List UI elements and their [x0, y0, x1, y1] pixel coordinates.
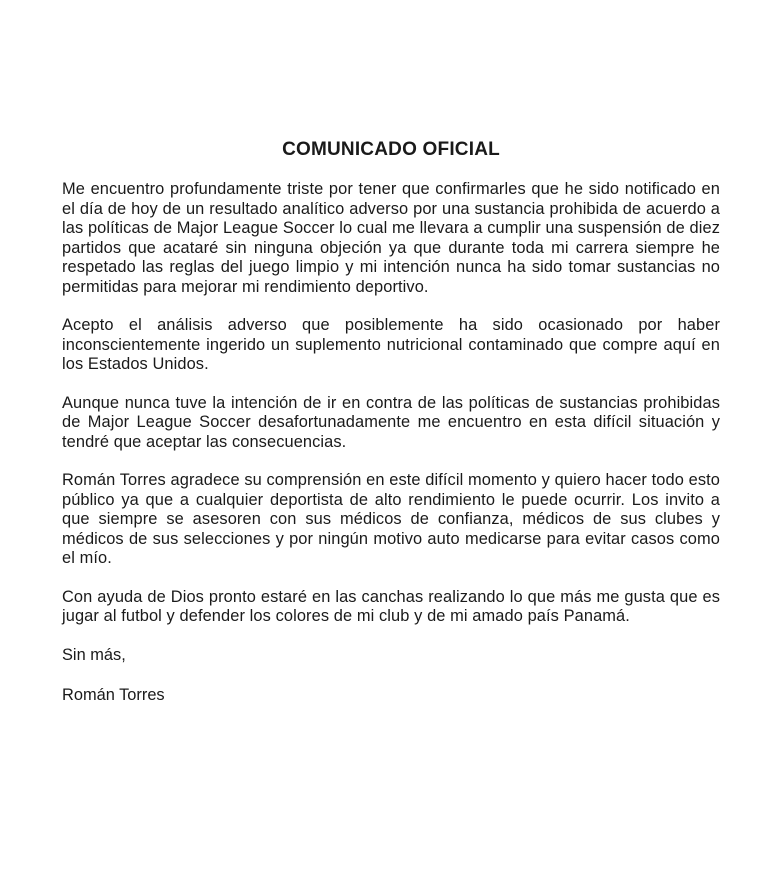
document-title: COMUNICADO OFICIAL — [282, 139, 500, 160]
paragraph-acceptance: Acepto el análisis adverso que posiblemente ha sido ocasionado por haber inconscientemente ingerido un suplemento nutricional contaminado que compre aquí en los Estados Unidos. — [62, 316, 720, 373]
paragraph-return: Con ayuda de Dios pronto estaré en las canchas realizando lo que más me gusta que es jugar al futbol y defender los colores de mi club y de mi amado país Panamá. — [62, 587, 720, 625]
paragraph-advice: Román Torres agradece su comprensión en este difícil momento y quiero hacer todo esto público ya que a cualquier deportista de alto rendimiento le puede ocurrir. Los invito a que siempre se asesoren con sus médicos de confianza, médicos de sus clubes y médicos de sus selecciones y por ningún motivo auto medicarse para evitar casos como el mío. — [62, 471, 720, 567]
closing-line: Sin más, — [62, 645, 126, 664]
paragraph-notification: Me encuentro profundamente triste por tener que confirmarles que he sido notificado en el día de hoy de un resultado analítico adverso por una sustancia prohibida de acuerdo a las políticas de Major League Soccer lo cual me llevara a cumplir una suspensión de diez partidos que acataré sin ninguna objeción ya que durante toda mi carrera siempre he respetado las reglas del juego limpio y mi intención nunca ha sido tomar sustancias no permitidas para mejorar mi rendimiento deportivo. — [62, 180, 720, 296]
document-page — [62, 138, 720, 727]
paragraph-consequences: Aunque nunca tuve la intención de ir en contra de las políticas de sustancias prohibidas de Major League Soccer desafortunadamente me encuentro en esta difícil situación y tendré que aceptar las consecuencias. — [62, 393, 720, 451]
signature: Román Torres — [62, 686, 165, 704]
